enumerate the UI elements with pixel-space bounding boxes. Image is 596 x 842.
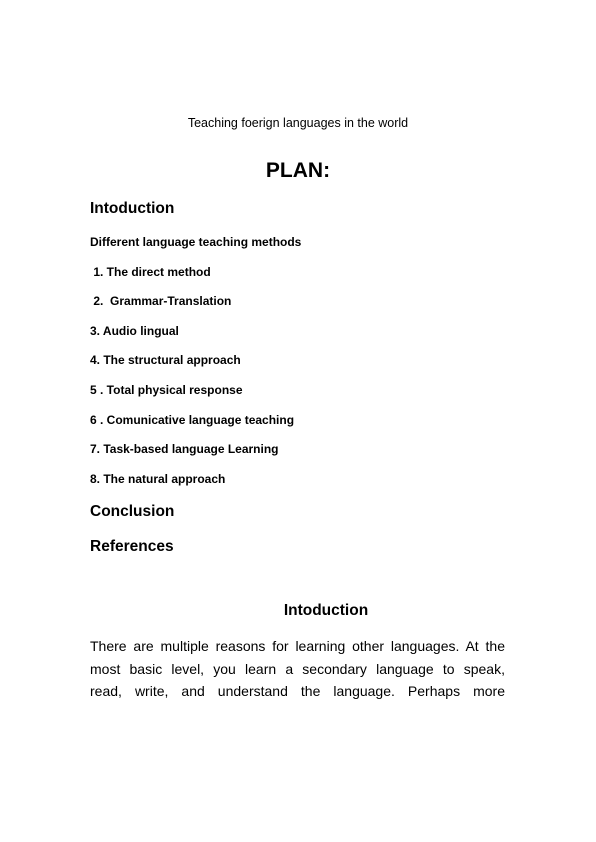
method-item-5: 5 . Total physical response	[90, 383, 243, 397]
document-title: Teaching foerign languages in the world	[187, 116, 409, 130]
plan-item-references: References	[90, 538, 174, 555]
method-item-6: 6 . Comunicative language teaching	[90, 413, 295, 427]
intro-paragraph-line-3: read, write, and understand the language. Perhaps more	[90, 683, 505, 699]
methods-heading: Different language teaching methods	[90, 235, 302, 249]
plan-item-conclusion: Conclusion	[90, 503, 175, 520]
plan-heading: PLAN:	[265, 159, 331, 182]
intro-paragraph-line-1: There are multiple reasons for learning other languages. At the	[90, 638, 505, 654]
method-item-2: 2. Grammar-Translation	[90, 294, 232, 308]
method-item-3: 3. Audio lingual	[90, 324, 179, 338]
plan-item-introduction: Intoduction	[90, 200, 175, 217]
intro-paragraph-line-2: most basic level, you learn a secondary language to speak,	[90, 661, 505, 677]
method-item-8: 8. The natural approach	[90, 472, 226, 486]
introduction-heading: Intoduction	[283, 602, 369, 619]
method-item-1: 1. The direct method	[90, 265, 211, 279]
method-item-4: 4. The structural approach	[90, 353, 241, 367]
method-item-7: 7. Task-based language Learning	[90, 442, 279, 456]
